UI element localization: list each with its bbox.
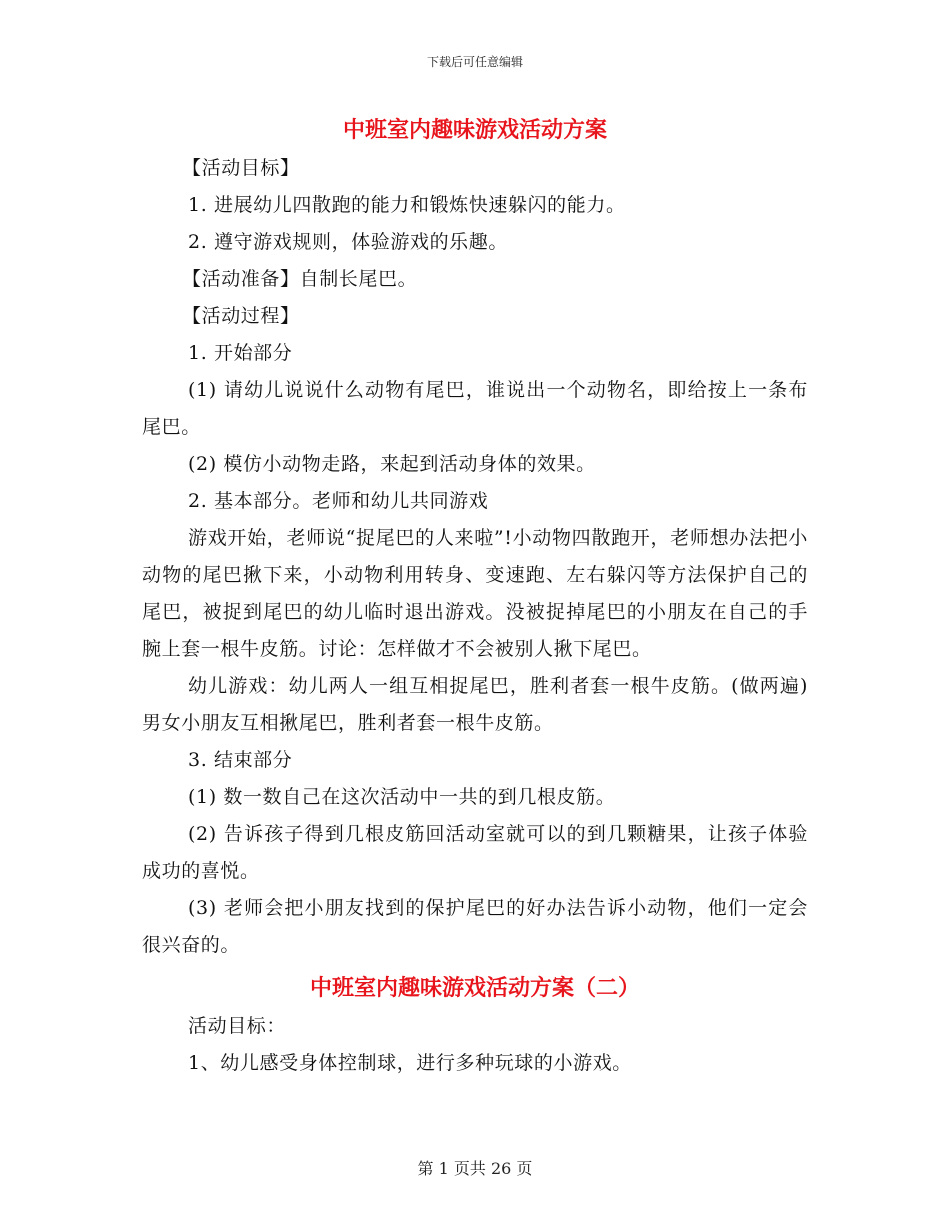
step-2-paragraph-2: 幼儿游戏：幼儿两人一组互相捉尾巴，胜利者套一根牛皮筋。(做两遍)男女小朋友互相揪尾巴，胜利者套一根牛皮筋。 — [142, 675, 808, 734]
goal-item-2: 2. 遵守游戏规则，体验游戏的乐趣。 — [188, 231, 508, 253]
document-title: 中班室内趣味游戏活动方案 — [342, 117, 607, 143]
second-section-heading-goals: 活动目标： — [188, 1015, 287, 1037]
second-goal-item-1: 1、幼儿感受身体控制球，进行多种玩球的小游戏。 — [188, 1052, 632, 1074]
goal-item-1: 1. 进展幼儿四散跑的能力和锻炼快速躲闪的能力。 — [188, 194, 626, 216]
step-1-item-2: (2) 模仿小动物走路，来起到活动身体的效果。 — [188, 453, 596, 475]
step-1-item-1: (1) 请幼儿说说什么动物有尾巴，谁说出一个动物名，即给按上一条布尾巴。 — [142, 379, 808, 438]
section-heading-process: 【活动过程】 — [182, 305, 300, 327]
document-body — [142, 112, 808, 1082]
step-1-heading: 1. 开始部分 — [188, 342, 293, 364]
step-2-heading: 2. 基本部分。老师和幼儿共同游戏 — [188, 490, 489, 512]
section-heading-goals: 【活动目标】 — [182, 157, 300, 179]
step-3-item-3: (3) 老师会把小朋友找到的保护尾巴的好办法告诉小动物，他们一定会很兴奋的。 — [142, 897, 808, 956]
header-note: 下载后可任意编辑 — [426, 55, 523, 69]
step-3-item-2: (2) 告诉孩子得到几根皮筋回活动室就可以的到几颗糖果，让孩子体验成功的喜悦。 — [142, 823, 808, 882]
step-3-item-1: (1) 数一数自己在这次活动中一共的到几根皮筋。 — [188, 786, 616, 808]
step-3-heading: 3. 结束部分 — [188, 749, 293, 771]
page-number: 第 1 页共 26 页 — [417, 1159, 533, 1178]
second-document-title: 中班室内趣味游戏活动方案（二） — [309, 975, 640, 1001]
section-heading-preparation: 【活动准备】自制长尾巴。 — [182, 268, 418, 290]
step-2-paragraph-1: 游戏开始，老师说“捉尾巴的人来啦”!小动物四散跑开，老师想办法把小动物的尾巴揪下来，小动物利用转身、变速跑、左右躲闪等方法保护自己的尾巴，被捉到尾巴的幼儿临时退出游戏。没被捉掉尾巴的小朋友在自己的手腕上套一根牛皮筋。讨论：怎样做才不会被别人揪下尾巴。 — [142, 527, 808, 660]
